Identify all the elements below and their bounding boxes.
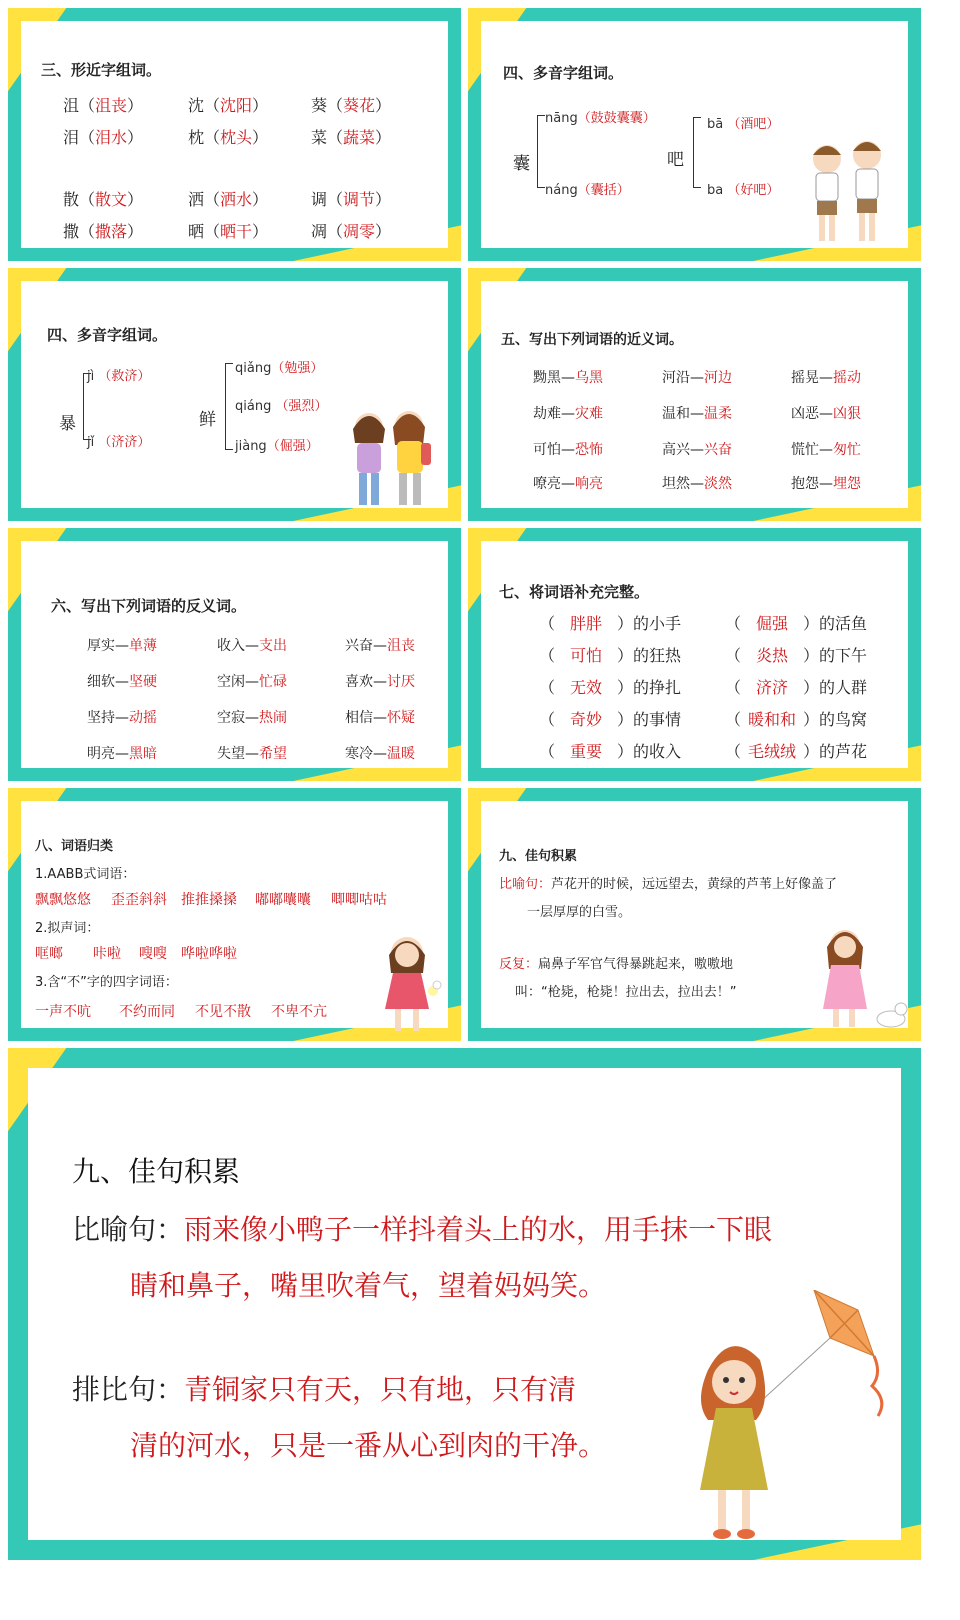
category-word: 推推搡搡 <box>181 892 237 908</box>
section-title: 七、将词语补充完整。 <box>499 583 650 601</box>
pinyin: jiàng（倔强） <box>235 439 319 454</box>
slide-6 <box>468 528 921 781</box>
answer: 温柔 <box>704 406 732 422</box>
bracket-close: ） <box>617 710 634 729</box>
phrase-item <box>725 675 867 698</box>
bracket: ） <box>375 190 392 209</box>
metaphor-line: 比喻句：雨来像小鸭子一样抖着头上的水，用手抹一下眼 <box>72 1213 773 1246</box>
answer: 撒落 <box>95 222 128 241</box>
bracket: ） <box>375 96 392 115</box>
phrase-item <box>725 611 867 634</box>
repetition-line-2: 叫：“枪毙，枪毙！拉出去，拉出去！” <box>515 985 737 1000</box>
character: 葵（ <box>311 96 344 115</box>
word: 坦然— <box>662 476 704 492</box>
answer: 洒水 <box>220 190 253 209</box>
answer: 凶狠 <box>833 406 861 422</box>
parallelism-line: 排比句：青铜家只有天，只有地，只有清 <box>72 1373 577 1406</box>
bracket-close: ） <box>803 710 820 729</box>
answer: 热闹 <box>259 710 287 726</box>
synonym-item <box>791 403 861 423</box>
section-title: 八、词语归类 <box>35 839 114 854</box>
synonym-item <box>791 473 861 493</box>
character: 沈（ <box>188 96 221 115</box>
answer: 凋零 <box>343 222 376 241</box>
phrase: 的挣扎 <box>633 678 682 697</box>
bracket-bottom <box>693 187 701 188</box>
phrase-item <box>539 675 681 698</box>
answer: 温暖 <box>387 746 415 762</box>
word: 喜欢— <box>345 674 387 690</box>
word: 空闲— <box>217 674 259 690</box>
phrase: 的小手 <box>633 614 682 633</box>
bracket-open: （ <box>539 646 556 665</box>
category-word: 咔啦 <box>93 946 121 962</box>
word: 相信— <box>345 710 387 726</box>
phrase: 的狂热 <box>633 646 682 665</box>
answer: 毛绒绒 <box>748 742 797 761</box>
phrase-item <box>539 643 681 666</box>
phrase-item <box>539 739 681 762</box>
word-group <box>188 219 268 242</box>
answer: 胖胖 <box>570 614 603 633</box>
answer: 忙碌 <box>259 674 287 690</box>
bracket: ） <box>252 96 269 115</box>
answer: 无效 <box>570 678 603 697</box>
bracket-open: （ <box>539 742 556 761</box>
category-word: 歪歪斜斜 <box>111 892 167 908</box>
bracket-close: ） <box>803 646 820 665</box>
answer: 讨厌 <box>387 674 415 690</box>
answer: 可怕 <box>570 646 603 665</box>
word: 劫难— <box>533 406 575 422</box>
pinyin: ba （好吧） <box>707 183 780 198</box>
section-title: 六、写出下列词语的反义词。 <box>51 597 247 615</box>
answer: 济济 <box>756 678 789 697</box>
character: 洒（ <box>188 190 221 209</box>
word-group <box>311 219 391 242</box>
antonym-item <box>345 671 415 691</box>
pinyin: bā （酒吧） <box>707 117 780 132</box>
antonym-item <box>87 743 157 763</box>
answer: 晒干 <box>220 222 253 241</box>
answer: 单薄 <box>129 638 157 654</box>
char-nang: 囊 <box>513 154 530 174</box>
answer: 枕头 <box>220 128 253 147</box>
category-word: 哗啦哗啦 <box>181 946 237 962</box>
character: 调（ <box>311 190 344 209</box>
character: 枕（ <box>188 128 221 147</box>
slide-2-card <box>481 21 908 248</box>
char-ji: 暴 <box>59 414 76 434</box>
pinyin: náng（囊括） <box>545 183 630 198</box>
phrase-item <box>539 707 681 730</box>
repetition-line: 反复：扁鼻子军官气得暴跳起来，嗷嗷地 <box>499 957 734 972</box>
answer: 重要 <box>570 742 603 761</box>
character: 凋（ <box>311 222 344 241</box>
bracket-open: （ <box>539 710 556 729</box>
category-word: 不卑不亢 <box>271 1004 327 1020</box>
category-word: 飘飘悠悠 <box>35 892 91 908</box>
answer: 乌黑 <box>575 370 603 386</box>
bracket <box>693 117 694 187</box>
phrase: 的事情 <box>633 710 682 729</box>
category-word: 嘟嘟囔囔 <box>255 892 311 908</box>
slide-5 <box>8 528 461 781</box>
bracket-bottom <box>537 187 545 188</box>
word: 兴奋— <box>345 638 387 654</box>
phrase-item <box>539 611 681 634</box>
phrase: 的人群 <box>819 678 868 697</box>
synonym-item <box>662 367 732 387</box>
bracket: ） <box>252 222 269 241</box>
bracket-close: ） <box>803 742 820 761</box>
bracket-open: （ <box>725 614 742 633</box>
category-word: 嗖嗖 <box>139 946 167 962</box>
bracket <box>83 373 84 439</box>
word: 失望— <box>217 746 259 762</box>
sub-heading: 2.拟声词： <box>35 921 100 936</box>
metaphor-line: 比喻句：芦花开的时候，远远望去，黄绿的芦苇上好像盖了 <box>499 877 838 892</box>
bracket-open: （ <box>725 678 742 697</box>
character: 散（ <box>63 190 96 209</box>
synonym-item <box>791 439 861 459</box>
word: 厚实— <box>87 638 129 654</box>
answer: 沈阳 <box>220 96 253 115</box>
antonym-item <box>217 671 287 691</box>
answer: 怀疑 <box>387 710 415 726</box>
slide-6-card <box>481 541 908 768</box>
answer: 暖和和 <box>748 710 797 729</box>
character: 菜（ <box>311 128 344 147</box>
word-group <box>63 125 143 148</box>
phrase-item <box>725 643 867 666</box>
category-word: 不约而同 <box>119 1004 175 1020</box>
slide-1 <box>8 8 461 261</box>
category-word: 哐啷 <box>35 946 63 962</box>
synonym-item <box>533 403 603 423</box>
answer: 倔强 <box>756 614 789 633</box>
bracket: ） <box>252 128 269 147</box>
sub-heading: 1.AABB式词语： <box>35 867 136 882</box>
pinyin: jǐ （济济） <box>87 435 151 450</box>
parallelism-line-2: 清的河水，只是一番从心到肉的干净。 <box>130 1429 607 1462</box>
bracket <box>537 115 538 187</box>
word-group <box>63 93 143 116</box>
answer: 河边 <box>704 370 732 386</box>
answer: 恐怖 <box>575 442 603 458</box>
word: 温和— <box>662 406 704 422</box>
pinyin: jì （救济） <box>87 369 151 384</box>
word-group <box>188 93 268 116</box>
word-group <box>63 219 143 242</box>
bracket-bottom <box>225 449 233 450</box>
character: 晒（ <box>188 222 221 241</box>
answer: 坚硬 <box>129 674 157 690</box>
bracket-open: （ <box>539 614 556 633</box>
word: 摇晃— <box>791 370 833 386</box>
section-title: 三、形近字组词。 <box>41 61 162 79</box>
bracket-open: （ <box>725 710 742 729</box>
answer: 葵花 <box>343 96 376 115</box>
phrase: 的下午 <box>819 646 868 665</box>
bracket-open: （ <box>725 742 742 761</box>
slide-9-card <box>28 1068 901 1540</box>
phrase-item <box>725 739 867 762</box>
antonym-item <box>345 635 415 655</box>
word: 高兴— <box>662 442 704 458</box>
answer: 淡然 <box>704 476 732 492</box>
phrase-item <box>725 707 867 730</box>
slide-3 <box>8 268 461 521</box>
char-xian: 鲜 <box>199 410 216 430</box>
two-girls-illustration <box>343 403 439 513</box>
girl-with-puppy-illustration <box>811 921 911 1033</box>
sub-heading: 3.含“不”字的四字词语： <box>35 975 178 990</box>
bracket-close: ） <box>803 614 820 633</box>
antonym-item <box>87 671 157 691</box>
section-title: 九、佳句积累 <box>499 849 578 864</box>
answer: 灾难 <box>575 406 603 422</box>
section-title: 四、多音字组词。 <box>47 326 168 344</box>
answer: 兴奋 <box>704 442 732 458</box>
girl-with-flowers-illustration <box>371 929 447 1039</box>
category-word: 一声不吭 <box>35 1004 91 1020</box>
antonym-item <box>217 707 287 727</box>
antonym-item <box>345 707 415 727</box>
phrase: 的活鱼 <box>819 614 868 633</box>
answer: 摇动 <box>833 370 861 386</box>
bracket: ） <box>127 96 144 115</box>
answer: 泪水 <box>95 128 128 147</box>
bracket: ） <box>127 222 144 241</box>
section-title: 五、写出下列词语的近义词。 <box>501 332 683 348</box>
antonym-item <box>217 635 287 655</box>
antonym-item <box>345 743 415 763</box>
answer: 炎热 <box>756 646 789 665</box>
bracket: ） <box>127 128 144 147</box>
bracket-close: ） <box>617 742 634 761</box>
synonym-item <box>662 473 732 493</box>
slide-2 <box>468 8 921 261</box>
word: 慌忙— <box>791 442 833 458</box>
girl-with-kite-illustration <box>668 1290 904 1548</box>
answer: 支出 <box>259 638 287 654</box>
answer: 沮丧 <box>387 638 415 654</box>
slide-9 <box>8 1048 921 1560</box>
section-title: 九、佳句积累 <box>72 1155 241 1188</box>
word-group <box>311 93 391 116</box>
answer: 沮丧 <box>95 96 128 115</box>
answer: 蔬菜 <box>343 128 376 147</box>
word-group <box>63 187 143 210</box>
answer: 匆忙 <box>833 442 861 458</box>
word: 空寂— <box>217 710 259 726</box>
slide-4-card <box>481 281 908 508</box>
synonym-item <box>662 439 732 459</box>
metaphor-line-2: 睛和鼻子，嘴里吹着气，望着妈妈笑。 <box>130 1269 607 1302</box>
slide-1-card <box>21 21 448 248</box>
answer: 埋怨 <box>833 476 861 492</box>
character: 泪（ <box>63 128 96 147</box>
phrase: 的芦花 <box>819 742 868 761</box>
answer: 响亮 <box>575 476 603 492</box>
antonym-item <box>217 743 287 763</box>
synonym-item <box>533 473 603 493</box>
slide-4 <box>468 268 921 521</box>
word: 河沿— <box>662 370 704 386</box>
slide-8 <box>468 788 921 1041</box>
word: 坚持— <box>87 710 129 726</box>
synonym-item <box>662 403 732 423</box>
antonym-item <box>87 707 157 727</box>
word: 可怕— <box>533 442 575 458</box>
category-word: 不见不散 <box>195 1004 251 1020</box>
bracket-close: ） <box>617 614 634 633</box>
phrase: 的鸟窝 <box>819 710 868 729</box>
char-ba: 吧 <box>667 150 684 170</box>
answer: 黑暗 <box>129 746 157 762</box>
word: 抱怨— <box>791 476 833 492</box>
bracket: ） <box>127 190 144 209</box>
word: 黝黑— <box>533 370 575 386</box>
two-boys-illustration <box>803 133 893 249</box>
antonym-item <box>87 635 157 655</box>
answer: 希望 <box>259 746 287 762</box>
synonym-item <box>791 367 861 387</box>
word: 凶恶— <box>791 406 833 422</box>
synonym-item <box>533 367 603 387</box>
bracket-open: （ <box>539 678 556 697</box>
answer: 散文 <box>95 190 128 209</box>
pinyin: qiáng （强烈） <box>235 399 328 414</box>
word-group <box>311 187 391 210</box>
answer: 动摇 <box>129 710 157 726</box>
pinyin: qiǎng（勉强） <box>235 361 324 376</box>
slide-5-card <box>21 541 448 768</box>
word: 细软— <box>87 674 129 690</box>
slide-8-card <box>481 801 908 1028</box>
word-group <box>188 187 268 210</box>
bracket: ） <box>252 190 269 209</box>
slide-7 <box>8 788 461 1041</box>
answer: 奇妙 <box>570 710 603 729</box>
word: 明亮— <box>87 746 129 762</box>
bracket: ） <box>375 128 392 147</box>
word-group <box>311 125 391 148</box>
bracket: ） <box>375 222 392 241</box>
phrase: 的收入 <box>633 742 682 761</box>
slide-3-card <box>21 281 448 508</box>
answer: 调节 <box>343 190 376 209</box>
category-word: 唧唧咕咕 <box>331 892 387 908</box>
bracket-close: ） <box>617 678 634 697</box>
bracket-top <box>693 117 701 118</box>
word: 收入— <box>217 638 259 654</box>
word-group <box>188 125 268 148</box>
bracket-top <box>225 363 233 364</box>
slide-7-card <box>21 801 448 1028</box>
bracket-top <box>537 115 545 116</box>
character: 沮（ <box>63 96 96 115</box>
section-title: 四、多音字组词。 <box>503 64 624 82</box>
character: 撒（ <box>63 222 96 241</box>
word: 寒冷— <box>345 746 387 762</box>
bracket <box>225 363 226 449</box>
bracket-close: ） <box>803 678 820 697</box>
word: 嘹亮— <box>533 476 575 492</box>
pinyin: nāng（鼓鼓囊囊） <box>545 111 656 126</box>
bracket-close: ） <box>617 646 634 665</box>
bracket-open: （ <box>725 646 742 665</box>
synonym-item <box>533 439 603 459</box>
metaphor-line-2: 一层厚厚的白雪。 <box>527 905 632 920</box>
